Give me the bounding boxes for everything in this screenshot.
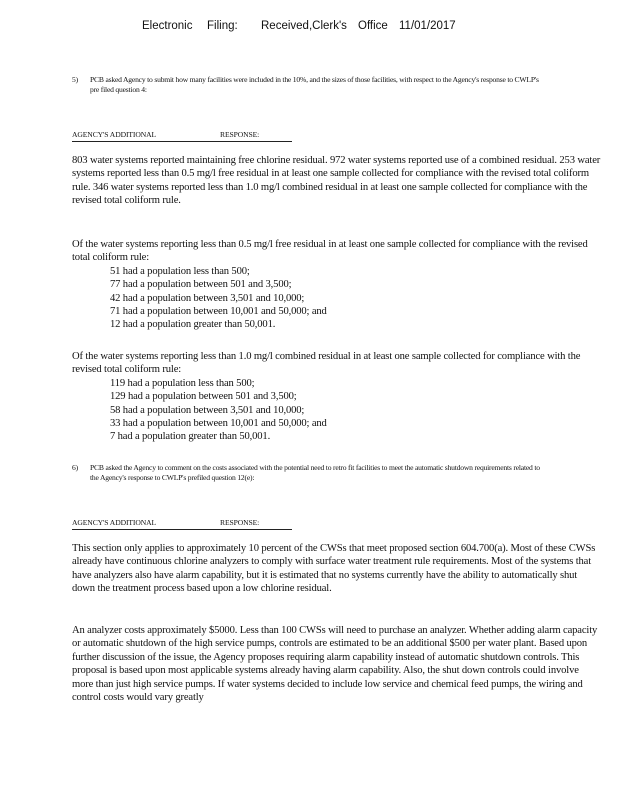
question-5-text: PCB asked Agency to submit how many facilities were included in the 10%, and the sizes of those facilities, with respect to the Agency's response to CWLP's pre filed question 4: [90, 75, 539, 94]
header-received: Received,Clerk's [261, 20, 347, 32]
response-label-right: RESPONSE: [220, 130, 260, 139]
paragraph-text: This section only applies to approximately 10 percent of the CWSs that meet proposed section 604.700(a). Most of these CWSs already have continuous chlorine analyzers to comply with surface water treatment rule requirements. Most of the systems that have analyzers also have alarm capability, but it is estimated that no systems currently have the ability to automatically shut down the treatment process based upon a low chlorine residual. [72, 543, 596, 595]
list-item: 42 had a population between 3,501 and 10,000; [110, 292, 305, 304]
paragraph-intro: Of the water systems reporting less than 0.5 mg/l free residual in at least one sample collected for compliance with the revised total coliform rule: [72, 239, 588, 264]
list-item: 51 had a population less than 500; [110, 265, 250, 277]
question-6-text: PCB asked the Agency to comment on the costs associated with the potential need to retro fit facilities to meet the automatic shutdown requirements related to the Agency's response to CWLP's prefiled question 12(e): [90, 463, 540, 482]
population-list-combined [72, 377, 602, 444]
list-item: 7 had a population greater than 50,001. [110, 431, 271, 443]
header-filing: Filing: [207, 20, 238, 32]
paragraph-combined-residual [72, 350, 602, 444]
agency-response-label-2 [72, 518, 292, 530]
list-item: 71 had a population between 10,001 and 50,000; and [110, 306, 327, 318]
paragraph-text: An analyzer costs approximately $5000. Less than 100 CWSs will need to purchase an analyzer. Whether adding alarm capacity or automatic shutdown of the high service pumps, controls are estimated to be an additional $500 per water plant. Based upon further discussion of the issue, the Agency proposes requiring alarm capability instead of automatic shutdown controls. This proposal is based upon most applicable systems already having alarm capability. Also, the shut down controls could involve more than just high service pumps. If water systems decided to include low service and chemical feed pumps, the wiring and control costs would vary greatly [72, 625, 598, 704]
question-6-number: 6) [72, 463, 78, 472]
response-label-left: AGENCY'S ADDITIONAL [72, 518, 157, 527]
list-item: 33 had a population between 10,001 and 50,000; and [110, 418, 327, 430]
list-item: 129 had a population between 501 and 3,500; [110, 391, 297, 403]
paragraph-section-applicability [72, 542, 602, 596]
agency-response-label-1 [72, 130, 292, 142]
response-label-left: AGENCY'S ADDITIONAL [72, 130, 157, 139]
paragraph-analyzer-costs [72, 624, 602, 704]
paragraph-residual-summary [72, 154, 602, 208]
paragraph-intro: Of the water systems reporting less than 1.0 mg/l combined residual in at least one sample collected for compliance with the revised total coliform rule: [72, 351, 581, 376]
header-office: Office [358, 20, 388, 32]
paragraph-free-residual [72, 238, 602, 332]
list-item: 58 had a population between 3,501 and 10,000; [110, 404, 305, 416]
question-5-number: 5) [72, 75, 78, 84]
header-electronic: Electronic [142, 20, 193, 32]
question-5 [72, 75, 542, 107]
response-label-right: RESPONSE: [220, 518, 260, 527]
question-6 [72, 463, 542, 495]
paragraph-text: 803 water systems reported maintaining free chlorine residual. 972 water systems reported use of a combined residual. 253 water systems reported less than 0.5 mg/l free residual in at least one sample collected for compliance with the revised total coliform rule. 346 water systems reported less than 1.0 mg/l combined residual in at least one sample collected for compliance with the revised total coliform rule. [72, 155, 601, 207]
population-list-free [72, 265, 602, 332]
list-item: 77 had a population between 501 and 3,500; [110, 279, 292, 291]
header-date: 11/01/2017 [399, 20, 456, 32]
list-item: 12 had a population greater than 50,001. [110, 319, 276, 331]
list-item: 119 had a population less than 500; [110, 377, 255, 389]
